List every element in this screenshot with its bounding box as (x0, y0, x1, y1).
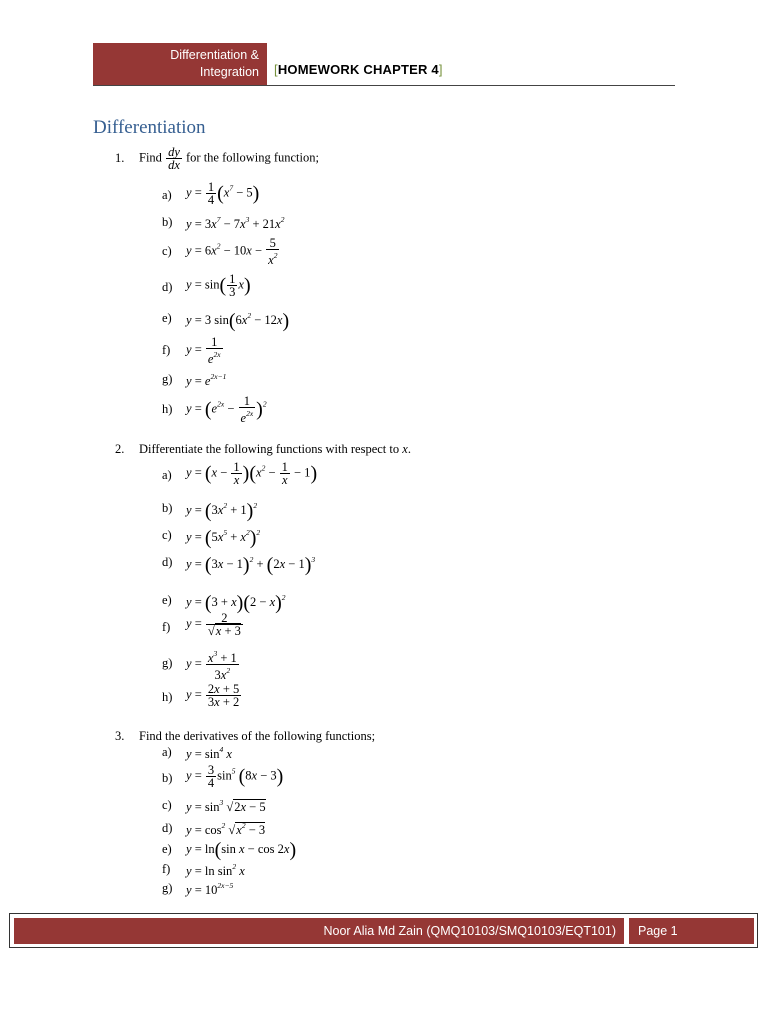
equation: y = $\frac{2}{√x + 3}$ (186, 611, 241, 638)
dy-dx-fraction (166, 146, 182, 171)
question-prefix: Find (139, 150, 162, 165)
header-title-text: HOMEWORK CHAPTER 4 (277, 62, 439, 77)
item-label: a) (162, 745, 172, 759)
item-label: g) (162, 881, 173, 895)
header-bracket-open: [ (274, 62, 278, 77)
item-label: c) (162, 528, 172, 542)
equation: y = 3 $\sin(6x^2 - 12x)$ (186, 310, 290, 333)
question-1 (115, 146, 615, 174)
header-bracket-close: ] (438, 62, 443, 77)
item-label: b) (162, 215, 173, 229)
question-number: 1. (115, 151, 125, 165)
question-suffix: for the following function; (186, 150, 319, 165)
equation: y = sin( $\frac{1}{3}$ x) (186, 272, 251, 299)
item-label: c) (162, 244, 172, 258)
item-label: d) (162, 555, 173, 569)
question-3 (115, 729, 615, 745)
item-label: g) (162, 656, 173, 670)
equation: y = $\frac{3}{4}$ $\sin^5 (8x - 3)$ (186, 763, 284, 790)
item-label: a) (162, 188, 172, 202)
item-label: e) (162, 842, 172, 856)
item-label: h) (162, 402, 173, 416)
item-label: d) (162, 280, 173, 294)
equation: y = ln(sin x − cos 2x) (186, 839, 297, 862)
question-prompt: Differentiate the following functions with respect to (139, 442, 400, 456)
item-label: g) (162, 372, 173, 386)
item-label: f) (162, 862, 171, 876)
equation: $y = \sin^3 √2x - 5$ (186, 798, 266, 814)
item-label: e) (162, 593, 172, 607)
item-label: e) (162, 311, 172, 325)
item-label: b) (162, 501, 173, 515)
item-label: f) (162, 620, 171, 634)
question-number: 3. (115, 729, 125, 743)
equation: y = $\frac{2x + 5}{3x + 2}$ (186, 682, 240, 709)
equation: $y = (e^{2x}$ − $\frac{1}{e^{2x}}$ )$^2$ (186, 394, 267, 425)
fraction-denominator: dx (168, 158, 180, 172)
equation: $y = (5x^5 + x^2)^2$ (186, 527, 261, 550)
header-rule (93, 85, 675, 86)
equation: $y = 10^{2x-5}$ (186, 881, 234, 897)
item-label: d) (162, 821, 173, 835)
equation: $y = 6x^2 - 10x$ − $\frac{5}{x^2}$ (186, 236, 278, 267)
equation: $y = (3 + x)(2 - x)^2$ (186, 592, 286, 615)
question-2 (115, 442, 615, 458)
equation: y = (x − $\frac{1}{x}$ )($x^2$ − $\frac{1}{x}$ − 1) (186, 460, 318, 487)
question-number: 2. (115, 442, 125, 456)
equation: $y = 3x^7 - 7x^3 + 21x^2$ (186, 215, 285, 231)
footer-page-number: Page 1 (629, 918, 754, 944)
equation: $y = e^{2x-1}$ (186, 372, 227, 388)
header-title (274, 62, 443, 77)
equation: y = $\frac{x^3 + 1}{3x^2}$ (186, 649, 237, 682)
equation: $y = \sin^4 x$ (186, 745, 232, 761)
header-course-box (93, 43, 267, 85)
item-label: h) (162, 690, 173, 704)
equation: $y = (3x^2 + 1)^2$ (186, 500, 258, 523)
footer (9, 913, 758, 948)
item-label: c) (162, 798, 172, 812)
footer-author: Noor Alia Md Zain (QMQ10103/SMQ10103/EQT101) (14, 918, 624, 944)
equation: y = $\frac{1}{4}$ $(x^7 - 5)$ (186, 180, 260, 207)
equation: $y = \ln \sin^2 x$ (186, 862, 245, 878)
item-label: a) (162, 468, 172, 482)
question-end: . (407, 442, 411, 456)
equation: $y = \cos^2 √x^2 - 3$ (186, 821, 266, 837)
section-title: Differentiation (93, 117, 206, 138)
fraction-numerator: dy (168, 145, 180, 159)
question-text (139, 442, 411, 457)
equation: y = $\frac{1}{e^{2x}}$ (186, 335, 221, 366)
question-text: Find the derivatives of the following functions; (139, 729, 376, 743)
header-course-line2: Integration (199, 65, 259, 79)
question-variable: x (402, 442, 408, 456)
question-text (139, 146, 319, 171)
header-course-line1: Differentiation & (170, 48, 259, 62)
equation: $y = (3x - 1)^2 + (2x - 1)^3$ (186, 554, 316, 577)
item-label: f) (162, 343, 171, 357)
item-label: b) (162, 771, 173, 785)
